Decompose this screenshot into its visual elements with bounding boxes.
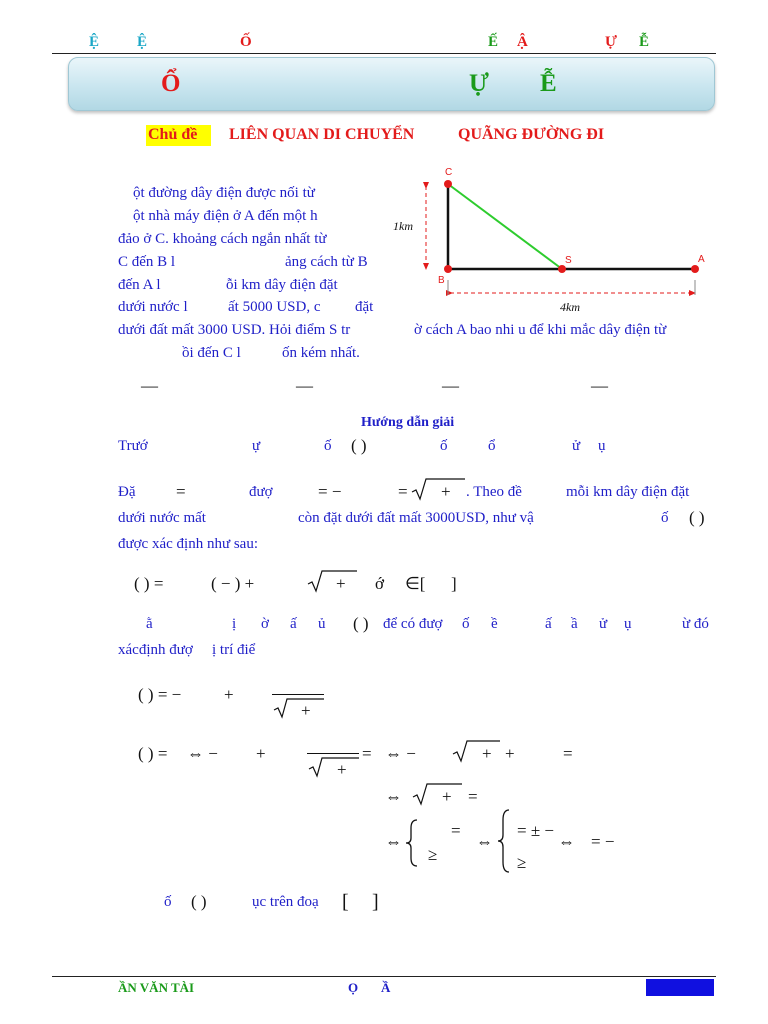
problem-line: đến A l [118,277,161,293]
formula-part: ⇔ − [385,744,416,763]
topic-title-2: QUÃNG ĐƯỜNG ĐI [458,126,605,143]
header-fragment: Ệ [137,34,148,50]
solution-text: ố [440,438,448,454]
banner-text-left: Ổ [161,70,181,97]
header-fragment: Ậ [517,34,528,50]
solution-text: ử [599,616,608,632]
solution-heading: Hướng dẫn giải [361,415,455,430]
solution-text: còn đặt dưới đất mất 3000USD, như vậ [298,510,534,526]
solution-text: ị trí điể [212,642,256,658]
formula-part: + [442,787,452,806]
sqrt-symbol [451,738,501,764]
point-s [558,265,566,273]
answer-b: — [296,376,313,395]
header-fragment: Ố [240,34,252,50]
solution-text: xácđịnh đượ [118,642,193,658]
solution-text: ( ) [351,436,367,455]
solution-text: ố [661,510,669,526]
formula-part: ⇔ − [187,744,218,763]
solution-text: ờ [261,616,269,632]
distance-ba: 4km [560,300,580,314]
sqrt-symbol [306,568,358,594]
formula-part: ⇔ [558,832,575,851]
label-c: C [445,167,453,178]
sqrt-symbol [411,781,463,807]
formula-part: ] [451,574,457,593]
geometry-figure [388,160,718,320]
problem-line: ờ cách A bao nhi u để khi mắc dây điện từ [414,322,667,338]
solution-text: ấ [290,616,297,632]
formula-part: = [451,821,461,840]
formula-part: ( ) = [134,574,164,593]
problem-line: ất 5000 USD, c [228,299,321,315]
solution-text: ụ [598,438,606,454]
title-banner [68,57,715,111]
sqrt-symbol [272,696,326,720]
problem-line: ồi đến C l [182,345,241,361]
formula-part: = [563,744,573,763]
page-number-box [646,979,714,996]
math-symbol: ( ) [689,508,705,527]
formula-part: + [336,574,346,593]
problem-line: đảo ở C. khoảng cách ngắn nhất từ [118,231,327,247]
segment-cs [448,184,562,269]
solution-text: ử [572,438,581,454]
solution-text: ủ [318,616,326,632]
label-b: B [438,275,445,286]
problem-line: ột nhà máy điện ở A đến một h [133,208,318,224]
header-fragment: Ự [605,34,617,50]
solution-text: ầ [571,616,578,632]
formula-part: + [337,760,347,779]
formula-part: ⇔ [385,832,402,851]
header-rule [52,53,716,54]
formula-part: + [301,701,311,720]
solution-text: ục trên đoạ [252,894,319,910]
solution-text: ố [164,894,172,910]
banner-text-mid: Ự [469,70,489,97]
math-symbol: ] [372,891,379,913]
formula-part: ( − ) + [211,574,255,593]
solution-text: ị [232,616,237,632]
fraction-bar [307,753,359,754]
formula-part: + [505,744,515,763]
solution-text: để có đượ [383,616,443,632]
footer-text: Ọ [348,980,359,995]
formula-part: = − [591,832,615,851]
formula-part: = [362,744,372,763]
formula-part: ⇔ [476,832,493,851]
problem-line: ỗi km dây điện đặt [226,277,338,293]
solution-text: ằ [146,616,153,632]
point-c [444,180,452,188]
answer-d: — [591,376,608,395]
sqrt-symbol [307,755,361,779]
math-symbol: = [398,482,408,501]
solution-text: Trướ [118,438,148,454]
math-symbol: = − [318,482,342,501]
math-symbol: ( ) [191,892,207,911]
header-fragment: Ễ [639,34,650,50]
problem-line: dưới đất mất 3000 USD. Hỏi điểm S tr [118,322,351,338]
formula-part: + [256,744,266,763]
label-s: S [565,255,572,266]
formula-part: = ± − [517,821,555,840]
label-a: A [698,254,705,265]
formula-part: ≥ [428,845,438,864]
problem-line: dưới nước l [118,299,188,315]
solution-text: dưới nước mất [118,510,206,526]
answer-a: — [141,376,158,395]
header-fragment: Ế [488,34,499,50]
math-symbol: = [176,482,186,501]
solution-text: được xác định như sau: [118,536,258,552]
solution-text: ự [252,438,261,454]
solution-text: mỗi km dây điện đặt [566,484,690,500]
formula-part: = [468,787,478,806]
footer-author: ẦN VĂN TÀI [118,980,195,995]
topic-label: Chủ đề [146,125,211,146]
math-symbol: ( ) [353,614,369,633]
formula-part: ∈[ [405,574,426,593]
math-symbol: [ [342,891,349,913]
formula-part: ớ [375,574,384,593]
formula-part: ( ) = [138,744,168,763]
solution-text: đượ [249,484,273,500]
problem-line: ốn kém nhất. [282,345,360,361]
header-fragment: Ệ [89,34,100,50]
answer-c: — [442,376,459,395]
solution-text: Đặ [118,484,136,500]
footer-text: Ầ [381,980,391,995]
solution-text: ụ [624,616,632,632]
problem-line: đặt [355,299,374,315]
problem-line: ột đường dây điện được nối từ [133,185,315,201]
formula-part: ( ) = − [138,685,182,704]
banner-text-right: Ễ [540,70,557,97]
footer-rule [52,976,716,977]
solution-text: . Theo đề [466,484,522,500]
solution-text: ừ đó [682,616,709,632]
math-symbol: + [441,482,451,501]
brace-icon [404,818,420,868]
problem-line: ảng cách từ B [285,254,368,270]
solution-text: ấ [545,616,552,632]
solution-text: ổ [488,438,496,454]
fraction-bar [272,694,324,695]
point-a [691,265,699,273]
solution-text: ố [462,616,470,632]
topic-title: LIÊN QUAN DI CHUYỂN [229,126,415,143]
formula-part: ≥ [517,853,527,872]
point-b [444,265,452,273]
solution-text: ố [324,438,332,454]
brace-icon [496,808,512,874]
formula-part: + [224,685,234,704]
distance-cb: 1km [393,219,413,233]
formula-part: ⇔ [385,787,402,806]
problem-line: C đến B l [118,254,176,270]
sqrt-symbol [410,476,466,502]
formula-part: + [482,744,492,763]
solution-text: ề [491,616,498,632]
